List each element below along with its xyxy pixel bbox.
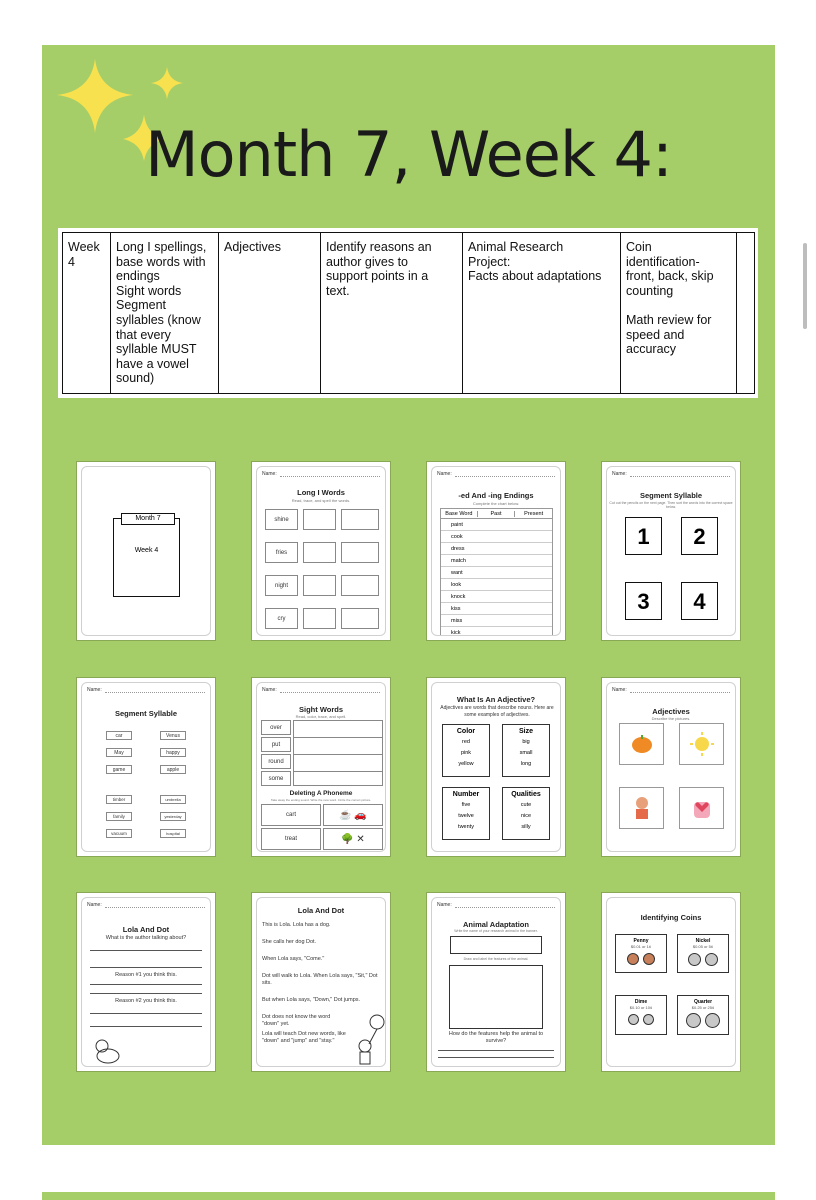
column-header: Present bbox=[514, 511, 552, 517]
worksheet-lola-question[interactable] bbox=[77, 893, 215, 1071]
table-row: want bbox=[441, 567, 552, 579]
nickel-icon bbox=[705, 953, 718, 966]
box-item: pink bbox=[460, 750, 472, 756]
worksheet-title: Identifying Coins bbox=[640, 913, 702, 922]
draw-instructions: Draw and label the features of the animal. bbox=[463, 957, 529, 961]
name-label: Name: bbox=[437, 471, 452, 477]
name-label: Name: bbox=[87, 687, 102, 693]
example-box bbox=[502, 724, 550, 777]
quarter-icon bbox=[705, 1013, 720, 1028]
example-box bbox=[442, 787, 490, 840]
table-row bbox=[63, 233, 755, 394]
worksheet-adjective-def[interactable] bbox=[427, 678, 565, 856]
box-item: twelve bbox=[458, 813, 474, 819]
lesson-plan-table bbox=[58, 228, 758, 398]
word-card: cry bbox=[265, 608, 298, 629]
coin-images bbox=[678, 953, 728, 966]
story-line: But when Lola says, "Down," Dot jumps. bbox=[262, 997, 361, 1003]
coin-name: Dime bbox=[634, 999, 648, 1005]
pencil-card: car bbox=[106, 731, 132, 740]
trace-card bbox=[303, 542, 336, 563]
answer-lines bbox=[90, 984, 202, 994]
column-header: Base Word bbox=[445, 510, 473, 517]
extra-cell bbox=[737, 233, 755, 394]
pencil-card: yesterday bbox=[160, 812, 186, 821]
worksheet-subtitle: Read, color, trace, and spell. bbox=[295, 714, 347, 719]
box-label: Color bbox=[456, 728, 476, 735]
story-line: Lola will teach Dot new words, like "down" and "jump" and "stay." bbox=[262, 1031, 346, 1044]
box-item: red bbox=[462, 739, 470, 745]
practice-grid bbox=[293, 720, 383, 786]
worksheet-subtitle: Describe the pictures. bbox=[651, 716, 691, 721]
worksheet-subtitle: Cut out the pencils on the next page. Then sort the words into the correct space below. bbox=[609, 501, 733, 509]
box-label: Number bbox=[452, 791, 480, 798]
pencil-card: timber bbox=[106, 795, 132, 804]
section-title: Deleting A Phoneme bbox=[289, 790, 353, 797]
worksheet-long-i[interactable] bbox=[252, 462, 390, 640]
penny-icon bbox=[627, 953, 639, 965]
phoneme-word: treat bbox=[261, 828, 321, 850]
worksheet-adjectives[interactable] bbox=[602, 678, 740, 856]
pencil-card: apple bbox=[160, 765, 186, 774]
table-row: knock bbox=[441, 591, 552, 603]
table-row: match bbox=[441, 555, 552, 567]
girl-balloon-icon bbox=[351, 1014, 385, 1067]
worksheet-title: Lola And Dot bbox=[297, 906, 345, 915]
story-line: She calls her dog Dot. bbox=[262, 939, 317, 945]
coin-card bbox=[615, 995, 667, 1035]
worksheet-coins[interactable] bbox=[602, 893, 740, 1071]
coin-card bbox=[615, 934, 667, 973]
name-label: Name: bbox=[437, 902, 452, 908]
coin-images bbox=[616, 1014, 666, 1025]
story-line: When Lola says, "Come." bbox=[262, 956, 325, 962]
word-card: night bbox=[265, 575, 298, 596]
reason-prompt: Reason #1 you think this. bbox=[115, 972, 177, 978]
worksheet-segment-2[interactable] bbox=[77, 678, 215, 856]
trace-card bbox=[303, 608, 336, 629]
pencil-card: Venus bbox=[160, 731, 186, 740]
worksheet-sight-words[interactable] bbox=[252, 678, 390, 856]
answer-lines bbox=[90, 950, 202, 968]
box-card bbox=[341, 542, 379, 563]
box-card bbox=[341, 575, 379, 596]
story-line: This is Lola. Lola has a dog. bbox=[262, 922, 331, 928]
worksheet-endings[interactable] bbox=[427, 462, 565, 640]
table-row: cook bbox=[441, 531, 552, 543]
table-row: paint bbox=[441, 519, 552, 531]
column-header: Past bbox=[477, 511, 515, 517]
page-title: Month 7, Week 4: bbox=[145, 118, 672, 191]
table-row: look bbox=[441, 579, 552, 591]
pumpkin-picture bbox=[619, 723, 664, 765]
folder-icon bbox=[113, 515, 180, 597]
trace-card bbox=[303, 509, 336, 530]
pencil-card: vacuum bbox=[106, 829, 132, 838]
table-row: miss bbox=[441, 615, 552, 627]
next-panel-edge bbox=[42, 1192, 775, 1200]
coin-images bbox=[616, 953, 666, 965]
worksheet-adaptation[interactable] bbox=[427, 893, 565, 1071]
box-card bbox=[341, 608, 379, 629]
dime-icon bbox=[628, 1014, 639, 1025]
answer-lines bbox=[90, 1013, 202, 1027]
description: Adjectives are words that describe nouns. Here are some examples of adjectives. bbox=[440, 705, 554, 718]
picture-cell: 🌳 ✕ bbox=[323, 828, 383, 850]
trace-card bbox=[303, 575, 336, 596]
box-item: five bbox=[461, 802, 471, 808]
pencil-card: game bbox=[106, 765, 132, 774]
worksheet-subtitle: Read, trace, and spell the words. bbox=[291, 498, 351, 503]
story-line: Dot will walk to Lola. When Lola says, "Sit," Dot sits. bbox=[262, 973, 378, 986]
table-row: dress bbox=[441, 543, 552, 555]
math-cell: Coin identification- front, back, skip counting Math review for speed and accuracy bbox=[621, 233, 737, 394]
drawing-box bbox=[449, 965, 543, 1029]
box-item: yellow bbox=[458, 761, 474, 767]
science-cell: Animal Research Project: Facts about adaptations bbox=[463, 233, 621, 394]
name-label: Name: bbox=[262, 687, 277, 693]
question: What is the author talking about? bbox=[105, 935, 187, 941]
coin-images bbox=[678, 1013, 728, 1028]
coin-value: $0.01 or 1¢ bbox=[630, 944, 652, 949]
word-card: fries bbox=[265, 542, 298, 563]
table-row: kiss bbox=[441, 603, 552, 615]
pencil-card: hospital bbox=[160, 829, 186, 838]
name-label: Name: bbox=[87, 902, 102, 908]
name-label: Name: bbox=[612, 471, 627, 477]
box-item: nice bbox=[520, 813, 532, 819]
name-label: Name: bbox=[612, 687, 627, 693]
worksheet-subtitle: Write the name of your research animal in the banner. bbox=[454, 929, 538, 933]
worksheet-segment-1[interactable] bbox=[602, 462, 740, 640]
word-cell: over bbox=[261, 720, 291, 735]
phonics-cell: Long I spellings, base words with endings Sight words Segment syllables (know that every syllable MUST have a vowel sound) bbox=[111, 233, 219, 394]
coin-card bbox=[677, 995, 729, 1035]
word-cell: some bbox=[261, 771, 291, 786]
grammar-cell: Adjectives bbox=[219, 233, 321, 394]
box-item: big bbox=[522, 739, 530, 745]
coin-name: Penny bbox=[633, 938, 649, 944]
easel-4: 4 bbox=[681, 582, 718, 620]
word-cell: put bbox=[261, 737, 291, 752]
reason-prompt: Reason #2 you think this. bbox=[115, 998, 177, 1004]
worksheet-title: Animal Adaptation bbox=[463, 920, 529, 929]
name-label: Name: bbox=[262, 471, 277, 477]
box-item: silly bbox=[521, 824, 531, 830]
coin-card bbox=[677, 934, 729, 973]
worksheet-title: Segment Syllable bbox=[639, 491, 703, 500]
pencil-card: May bbox=[106, 748, 132, 757]
worksheet-subtitle: Complete the chart below. bbox=[472, 501, 520, 506]
week-cell: Week 4 bbox=[63, 233, 111, 394]
dime-icon bbox=[643, 1014, 654, 1025]
box-item: cute bbox=[520, 802, 532, 808]
sun-picture bbox=[679, 723, 724, 765]
pencil-card: family bbox=[106, 812, 132, 821]
folder-label: Month 7 bbox=[121, 513, 175, 525]
word-card: shine bbox=[265, 509, 298, 530]
coin-name: Nickel bbox=[695, 938, 711, 944]
box-item: long bbox=[520, 761, 532, 767]
phoneme-word: cart bbox=[261, 804, 321, 826]
scrollbar[interactable] bbox=[803, 243, 807, 329]
banner bbox=[450, 936, 542, 954]
coin-value: $0.05 or 5¢ bbox=[692, 944, 714, 949]
worksheet-title: Sight Words bbox=[298, 705, 344, 714]
penny-icon bbox=[643, 953, 655, 965]
worksheet-title: Adjectives bbox=[652, 707, 690, 716]
coin-value: $0.25 or 25¢ bbox=[691, 1005, 715, 1010]
quarter-icon bbox=[686, 1013, 701, 1028]
pencil-card: umbrella bbox=[160, 795, 186, 804]
answer-lines bbox=[438, 1050, 554, 1058]
box-item: small bbox=[519, 750, 533, 756]
question: How do the features help the animal to survive? bbox=[448, 1031, 544, 1044]
table-row: kick bbox=[451, 630, 461, 636]
worksheet-title: Long I Words bbox=[297, 488, 345, 497]
cover-week: Week 4 bbox=[134, 547, 159, 554]
box-item: twenty bbox=[458, 824, 474, 830]
example-box bbox=[442, 724, 490, 777]
easel-2: 2 bbox=[681, 517, 718, 555]
coin-value: $0.10 or 10¢ bbox=[629, 1005, 653, 1010]
coin-name: Quarter bbox=[693, 999, 713, 1005]
reading-cell: Identify reasons an author gives to support points in a text. bbox=[321, 233, 463, 394]
pencil-card: happy bbox=[160, 748, 186, 757]
table-header bbox=[441, 509, 552, 519]
endings-table bbox=[440, 508, 553, 636]
easel-3: 3 bbox=[625, 582, 662, 620]
worksheet-title: -ed And -ing Endings bbox=[458, 491, 534, 500]
picture-cell: ☕ 🚗 bbox=[323, 804, 383, 826]
story-line: Dot does not know the word "down" yet. bbox=[262, 1014, 331, 1027]
box-card bbox=[341, 509, 379, 530]
jar-picture bbox=[679, 787, 724, 829]
box-label: Qualities bbox=[511, 791, 541, 798]
worksheet-cover[interactable] bbox=[77, 462, 215, 640]
word-cell: round bbox=[261, 754, 291, 769]
worksheet-title: What Is An Adjective? bbox=[456, 695, 536, 704]
girl-picture bbox=[619, 787, 664, 829]
worksheet-title: Lola And Dot bbox=[122, 925, 170, 934]
easel-1: 1 bbox=[625, 517, 662, 555]
example-box bbox=[502, 787, 550, 840]
nickel-icon bbox=[688, 953, 701, 966]
box-label: Size bbox=[518, 728, 533, 735]
worksheet-title: Segment Syllable bbox=[114, 709, 178, 718]
worksheet-lola-story[interactable] bbox=[252, 893, 390, 1071]
section-subtitle: Take away the ending sound. Write the new word. Circle the correct picture. bbox=[270, 798, 372, 802]
dog-icon bbox=[92, 1036, 124, 1066]
